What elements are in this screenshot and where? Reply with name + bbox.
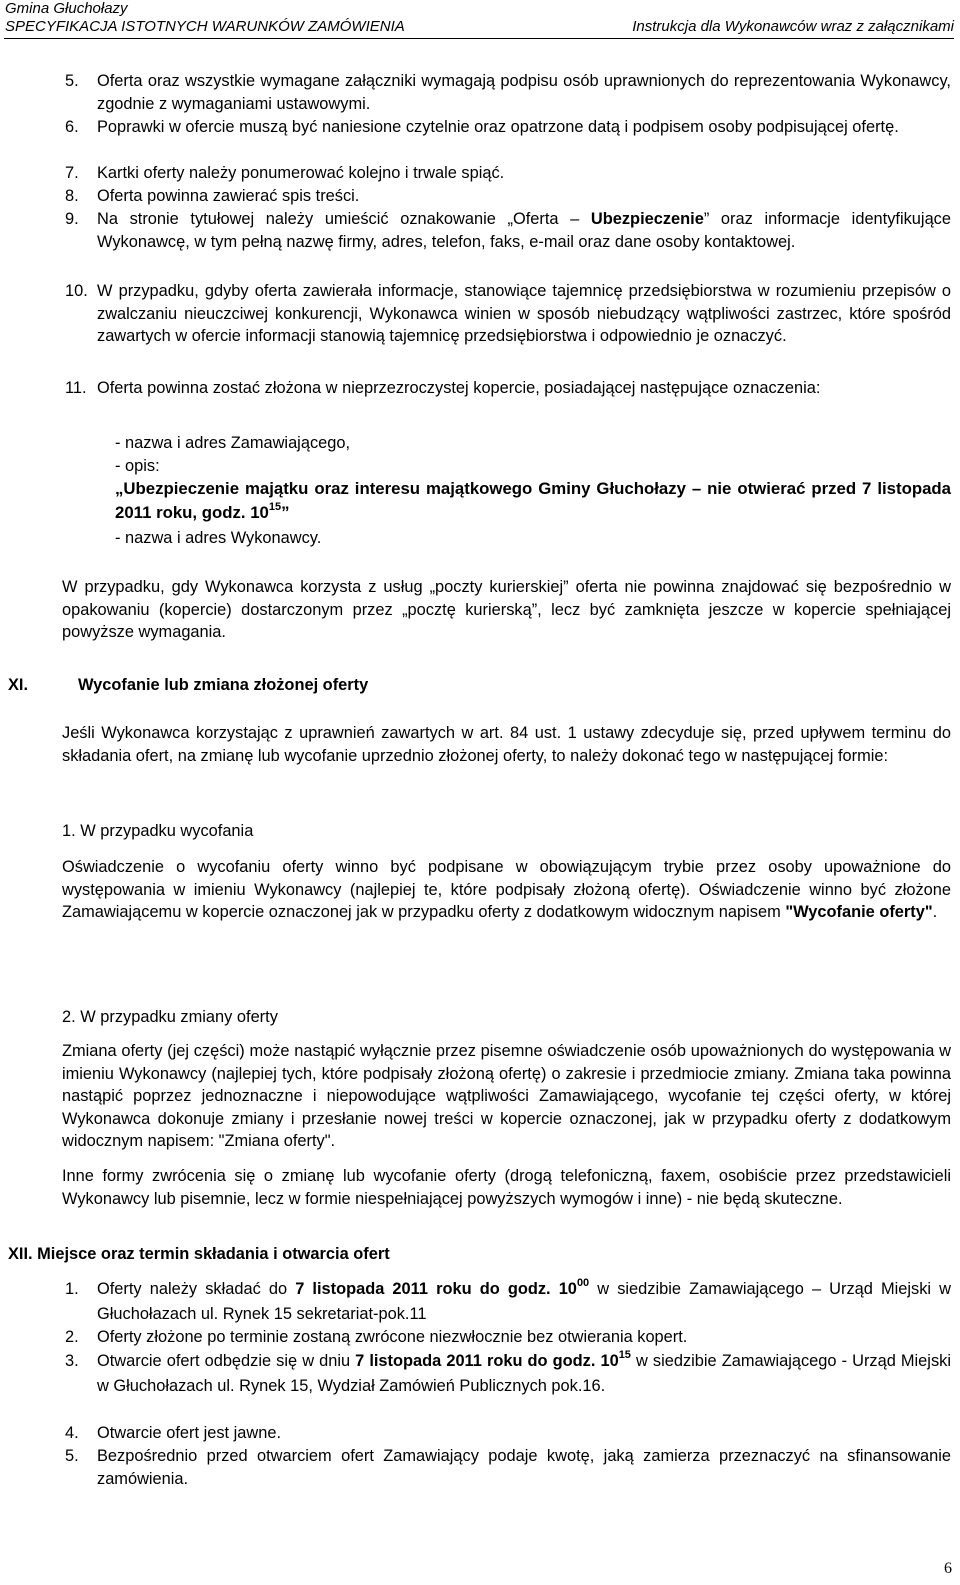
change-paragraph: Zmiana oferty (jej części) może nastąpić wyłącznie przez pisemne oświadczenie osób upoważnionych do występowania w imieniu Wykonawcy (najlepiej tych, które podpisały złożoną ofertę) o zakresie i przedmiocie zmiany. Zmiana taka powinna nastąpić poprzez jednoznaczne i niepowodujące wątpliwości Zamawiającego, wycofanie tej części oferty, w której Wykonawca dokonuje zmiany i przesłanie nowej treści w kopercie oznaczonej, jak w przypadku oferty z dodatkowym widocznym napisem: "Zmiana oferty". — [62, 1042, 951, 1151]
list-number: 3. — [65, 1352, 79, 1370]
list-text-part: Otwarcie ofert odbędzie się w dniu — [97, 1352, 356, 1370]
list-text — [97, 208, 951, 253]
list-item — [65, 1326, 951, 1349]
list-number: 10. — [65, 282, 88, 300]
subsection-heading: 1. W przypadku wycofania — [62, 822, 254, 840]
list-number: 1. — [65, 1280, 79, 1298]
list-text-part: w siedzibie Zamawiającego - Urząd Miejski w Głuchołazach ul. Rynek 15, Wydział Zamówień Publicznych pok.16. — [97, 1352, 951, 1395]
list-text-sup: 00 — [576, 1277, 590, 1289]
list-text: Kartki oferty należy ponumerować kolejno i trwale spiąć. — [97, 164, 505, 182]
withdrawal-text: Oświadczenie o wycofaniu oferty winno być podpisane w obowiązującym trybie przez osoby upoważnione do występowania w imieniu Wykonawcy (najlepiej te, które podpisały złożoną ofertę). Oświadczenie winno być złożone Zamawiającemu w kopercie oznaczonej jak w przypadku oferty z dodatkowym widocznym napisem — [62, 858, 951, 922]
header-divider — [4, 38, 954, 39]
courier-paragraph: W przypadku, gdy Wykonawca korzysta z usług „poczty kurierskiej” oferta nie powinna znajdować się bezpośrednio w opakowaniu (kopercie) dostarczonym przez „pocztę kurierską”, lecz być zamknięta jeszcze w kopercie spełniającej powyższe wymagania. — [62, 578, 951, 642]
list-number: 7. — [65, 164, 79, 182]
envelope-desc-text: „Ubezpieczenie majątku oraz interesu majątkowego Gminy Głuchołazy – nie otwierać przed 7 listopada 2011 roku, godz. 10 — [115, 479, 951, 523]
envelope-desc-end: ” — [281, 503, 290, 523]
list-text: Poprawki w ofercie muszą być naniesione czytelnie oraz opatrzone datą i podpisem osoby podpisującej ofertę. — [97, 118, 899, 136]
list-text-bold: 7 listopada 2011 roku do godz. 10 — [295, 1280, 577, 1298]
list-text-part: Oferty należy składać do — [97, 1280, 296, 1298]
list-text-part: Na stronie tytułowej należy umieścić oznakowanie „Oferta – — [97, 210, 591, 228]
list-item — [65, 377, 951, 400]
list-number: 11. — [65, 379, 87, 397]
envelope-line: - opis: — [115, 456, 160, 475]
list-text: Oferty złożone po terminie zostaną zwrócone niezwłocznie bez otwierania kopert. — [97, 1328, 688, 1346]
list-text-bold: Ubezpieczenie — [590, 210, 704, 228]
list-text-part: ” oraz informacje identyfikujące Wykonawcę, w tym pełną nazwę firmy, adres, telefon, faks, e-mail oraz dane osoby kontaktowej. — [97, 210, 951, 251]
list-text: Otwarcie ofert jest jawne. — [97, 1424, 282, 1442]
list-item — [65, 162, 951, 185]
list-item — [65, 280, 951, 348]
withdrawal-text-bold: "Wycofanie oferty" — [785, 903, 933, 922]
list-item — [65, 208, 951, 253]
header-subtitle: Instrukcja dla Wykonawców wraz z załącznikami — [632, 18, 954, 35]
section-title: Wycofanie lub zmiana złożonej oferty — [78, 676, 369, 694]
list-item — [65, 1278, 951, 1325]
envelope-line: - nazwa i adres Wykonawcy. — [115, 529, 322, 548]
list-number: 9. — [65, 210, 79, 228]
header-org: Gmina Głuchołazy — [5, 0, 128, 17]
section-title: XII. Miejsce oraz termin składania i otwarcia ofert — [8, 1245, 390, 1263]
list-item — [65, 1350, 951, 1397]
list-number: 2. — [65, 1328, 79, 1346]
withdrawal-text-end: . — [932, 903, 938, 922]
list-item — [65, 70, 951, 115]
list-text-bold: 7 listopada 2011 roku do godz. 10 — [355, 1352, 619, 1370]
envelope-line: - nazwa i adres Zamawiającego, — [115, 434, 351, 452]
list-number: 5. — [65, 72, 79, 90]
list-text: W przypadku, gdyby oferta zawierała informacje, stanowiące tajemnicę przedsiębiorstwa w rozumieniu przepisów o zwalczaniu nieuczciwej konkurencji, Wykonawca winien w sposób niebudzący wątpliwości zastrzec, które spośród zawartych w ofercie informacji stanowią tajemnicę przedsiębiorstwa i odpowiednio je oznaczyć. — [97, 282, 951, 346]
list-text-part: w siedzibie Zamawiającego – Urząd Miejski w Głuchołazach ul. Rynek 15 sekretariat-pok.11 — [97, 1280, 951, 1323]
list-number: 5. — [65, 1447, 79, 1465]
list-item — [65, 1422, 951, 1445]
envelope-description — [115, 477, 951, 527]
subsection-heading: 2. W przypadku zmiany oferty — [62, 1008, 278, 1026]
list-item — [65, 1445, 951, 1490]
list-item — [65, 116, 951, 139]
envelope-markings — [115, 432, 951, 550]
list-text: Oferta oraz wszystkie wymagane załączniki wymagają podpisu osób uprawnionych do reprezentowania Wykonawcy, zgodnie z wymaganiami ustawowymi. — [97, 72, 951, 113]
list-text — [97, 1350, 951, 1397]
list-number: 8. — [65, 187, 79, 205]
list-text — [97, 1278, 951, 1325]
list-text: Oferta powinna zawierać spis treści. — [97, 187, 360, 205]
section-intro: Jeśli Wykonawca korzystając z uprawnień zawartych w art. 84 ust. 1 ustawy zdecyduje się, przed upływem terminu do składania ofert, na zmianę lub wycofanie uprzednio złożonej oferty, to należy dokonać tego w następującej formie: — [62, 724, 951, 765]
withdrawal-paragraph — [62, 856, 951, 924]
list-text: Bezpośrednio przed otwarciem ofert Zamawiający podaje kwotę, jaką zamierza przeznaczyć na sfinansowanie zamówienia. — [97, 1447, 951, 1488]
envelope-desc-sup: 15 — [268, 501, 282, 514]
section-number: XI. — [8, 676, 29, 694]
page-number: 6 — [944, 1560, 952, 1577]
other-forms-paragraph: Inne formy zwrócenia się o zmianę lub wycofanie oferty (drogą telefoniczną, faxem, osobiście przez przedstawicieli Wykonawcy lub pisemnie, lecz w formie niespełniającej powyższych wymogów i inne) - nie będą skuteczne. — [62, 1167, 951, 1208]
list-item — [65, 185, 951, 208]
list-text: Oferta powinna zostać złożona w nieprzezroczystej kopercie, posiadającej następujące oznaczenia: — [97, 379, 821, 397]
list-number: 6. — [65, 118, 79, 136]
list-number: 4. — [65, 1424, 79, 1442]
list-text-sup: 15 — [618, 1349, 631, 1361]
header-title: SPECYFIKACJA ISTOTNYCH WARUNKÓW ZAMÓWIENIA — [5, 18, 405, 35]
